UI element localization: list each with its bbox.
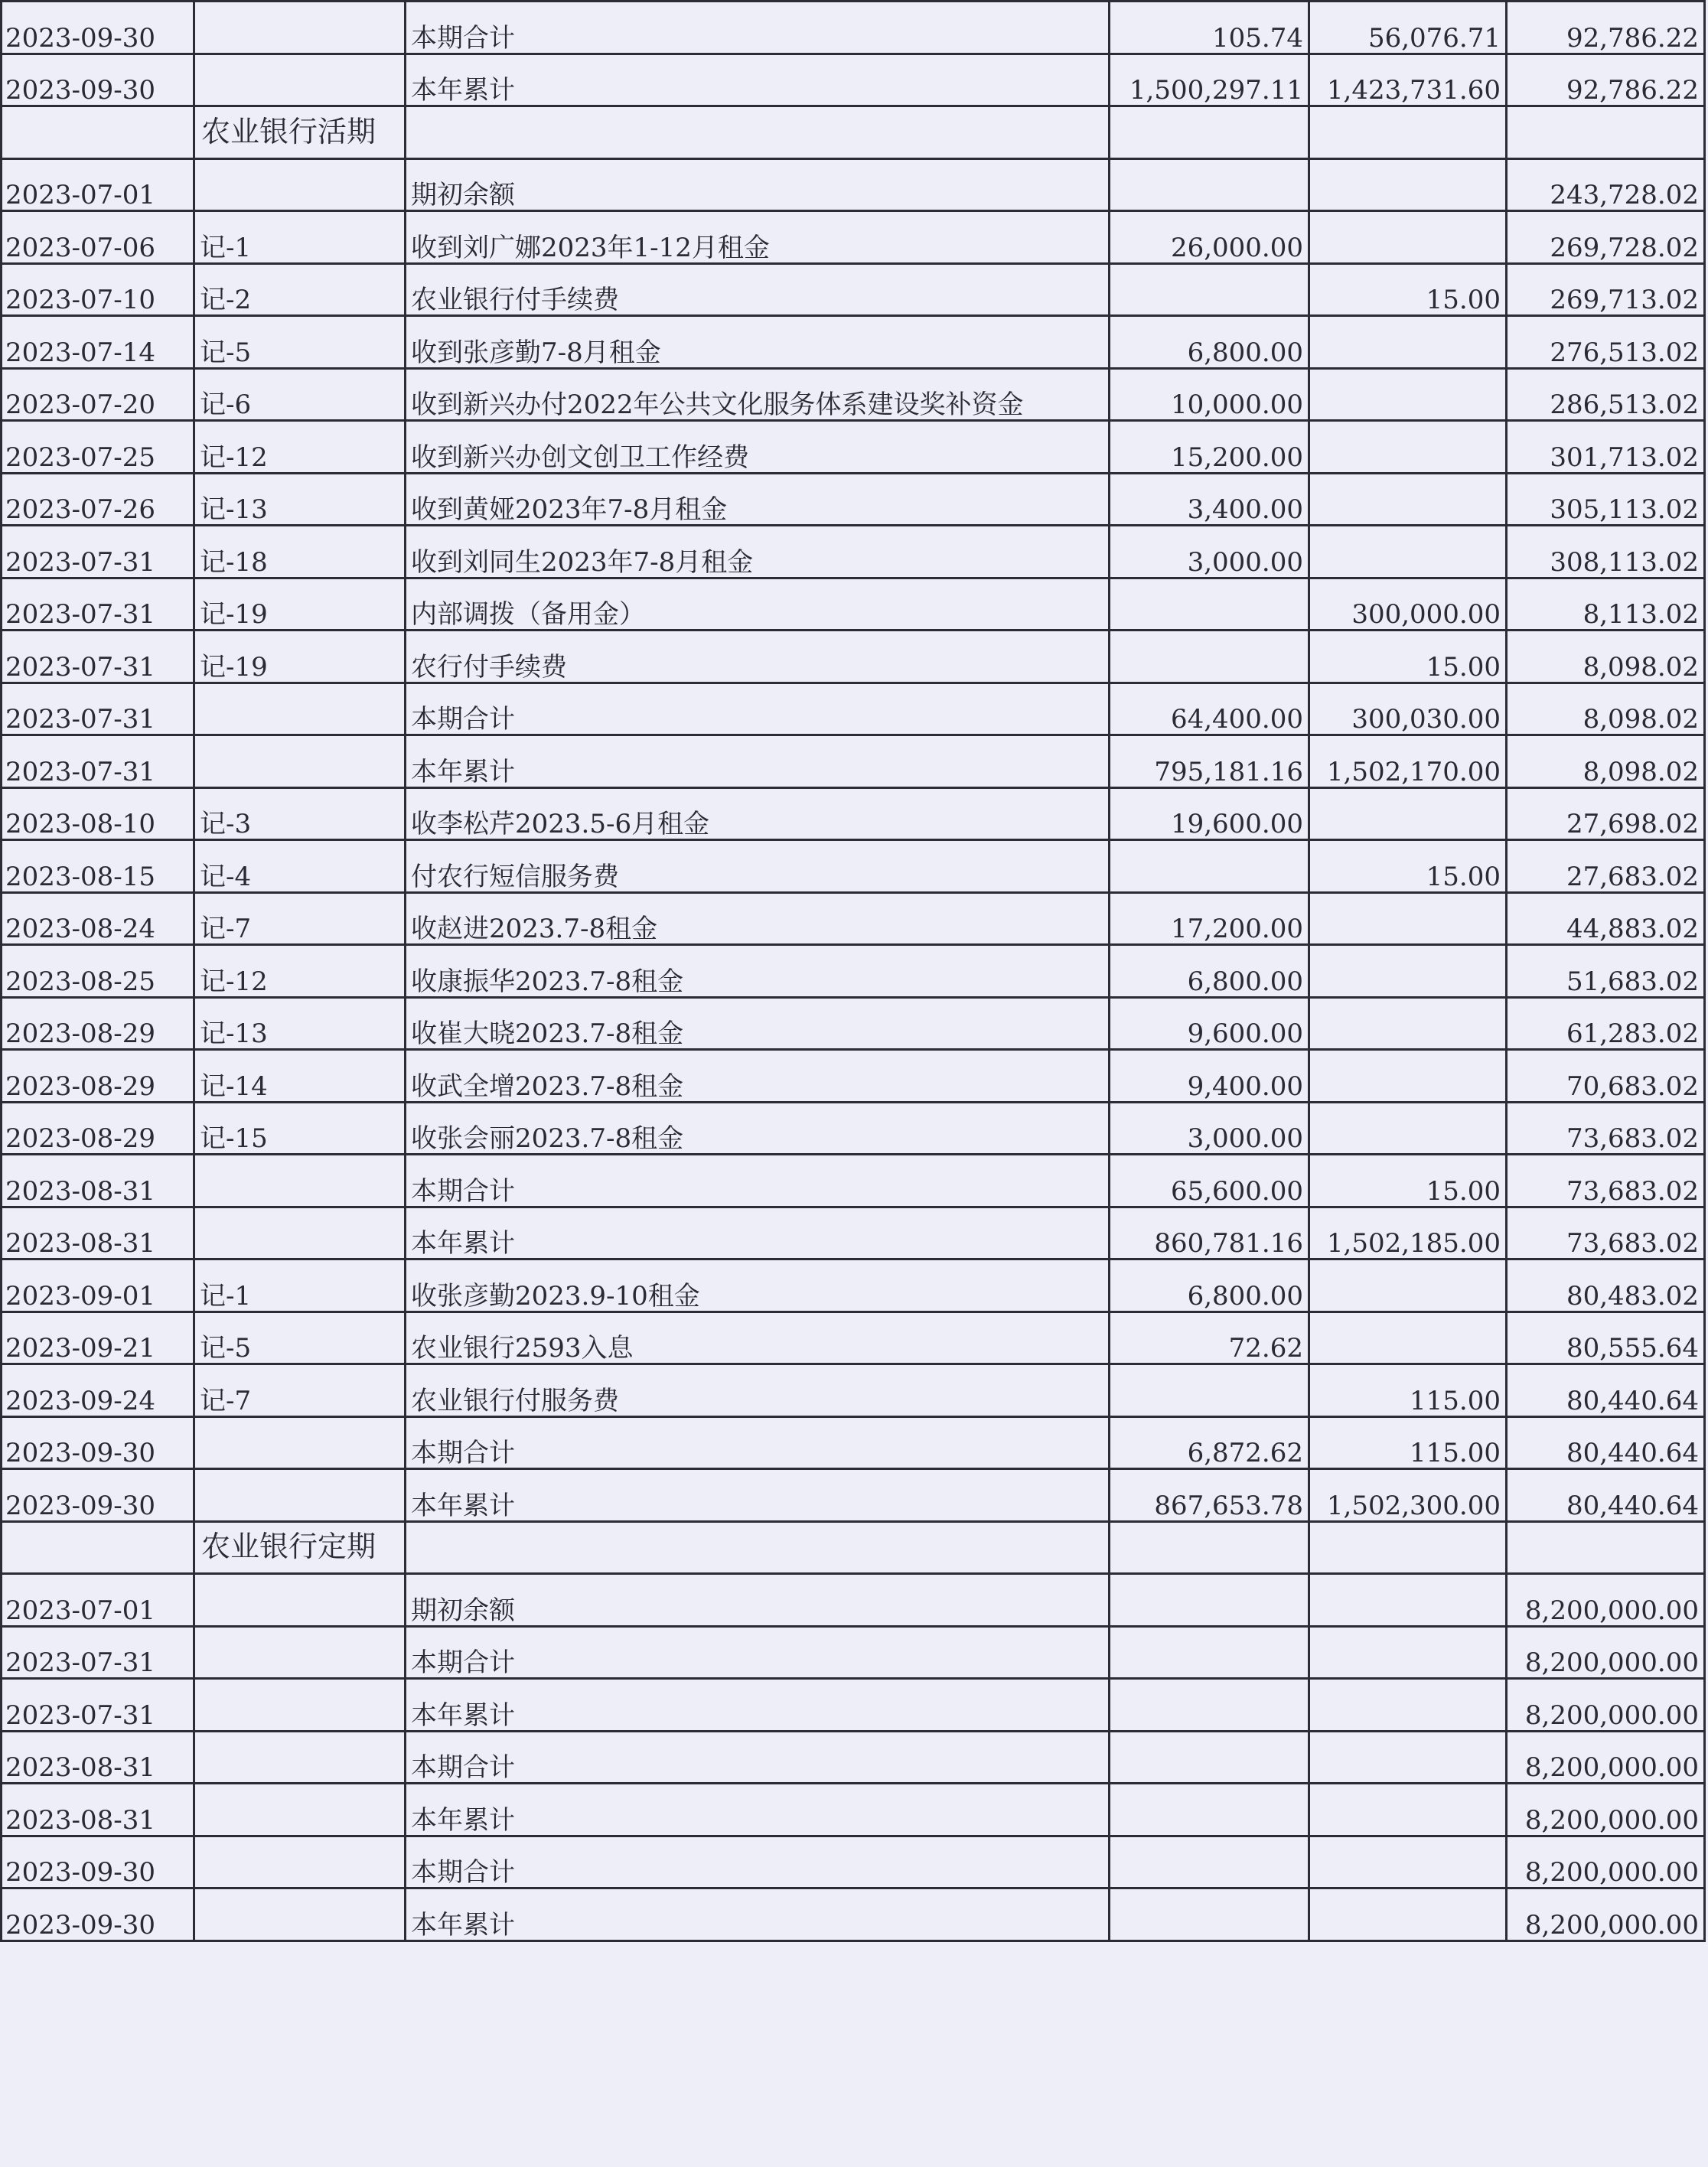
voucher-cell: 记-13: [194, 997, 406, 1050]
date-cell: 2023-07-25: [2, 421, 194, 474]
summary-cell: 本年累计: [406, 735, 1110, 788]
debit-cell: 860,781.16: [1110, 1207, 1309, 1259]
debit-cell: [1110, 1731, 1309, 1784]
balance-cell: 301,713.02: [1507, 421, 1705, 474]
summary-cell: 本期合计: [406, 1626, 1110, 1679]
balance-cell: 73,683.02: [1507, 1102, 1705, 1155]
summary-cell: 本年累计: [406, 1784, 1110, 1836]
credit-cell: [1309, 1731, 1507, 1784]
credit-cell: 1,502,170.00: [1309, 735, 1507, 788]
ledger-row: [2, 683, 1705, 735]
date-cell: 2023-08-31: [2, 1207, 194, 1259]
voucher-cell: 记-14: [194, 1050, 406, 1103]
debit-cell: [1110, 158, 1309, 211]
voucher-cell: 记-13: [194, 473, 406, 526]
credit-cell: [1309, 1784, 1507, 1836]
balance-cell: 73,683.02: [1507, 1155, 1705, 1207]
date-cell: 2023-07-01: [2, 158, 194, 211]
section-header-row: [2, 106, 1705, 159]
debit-cell: [1110, 1521, 1309, 1574]
voucher-cell: [194, 683, 406, 735]
credit-cell: [1309, 787, 1507, 840]
date-cell: 2023-08-24: [2, 892, 194, 945]
debit-cell: [1110, 578, 1309, 631]
credit-cell: 300,000.00: [1309, 578, 1507, 631]
debit-cell: 105.74: [1110, 2, 1309, 54]
summary-cell: 收赵进2023.7-8租金: [406, 892, 1110, 945]
balance-cell: 73,683.02: [1507, 1207, 1705, 1259]
voucher-cell: [194, 1155, 406, 1207]
summary-cell: 农业银行2593入息: [406, 1312, 1110, 1364]
summary-cell: 本年累计: [406, 1207, 1110, 1259]
summary-cell: [406, 106, 1110, 159]
balance-cell: 8,200,000.00: [1507, 1679, 1705, 1732]
credit-cell: [1309, 526, 1507, 578]
date-cell: 2023-07-31: [2, 578, 194, 631]
date-cell: 2023-09-30: [2, 1469, 194, 1522]
credit-cell: [1309, 1836, 1507, 1888]
credit-cell: [1309, 1102, 1507, 1155]
ledger-row: [2, 421, 1705, 474]
date-cell: 2023-07-31: [2, 735, 194, 788]
credit-cell: [1309, 1312, 1507, 1364]
balance-cell: 8,200,000.00: [1507, 1836, 1705, 1888]
credit-cell: [1309, 1574, 1507, 1627]
ledger-row: [2, 1050, 1705, 1103]
ledger-row: [2, 54, 1705, 106]
voucher-cell: 记-5: [194, 316, 406, 369]
balance-cell: 8,200,000.00: [1507, 1784, 1705, 1836]
summary-cell: 收张彦勤2023.9-10租金: [406, 1259, 1110, 1312]
summary-cell: 农业银行付手续费: [406, 263, 1110, 316]
voucher-cell: 记-4: [194, 840, 406, 893]
date-cell: 2023-07-31: [2, 1626, 194, 1679]
balance-cell: 92,786.22: [1507, 2, 1705, 54]
balance-cell: 80,440.64: [1507, 1364, 1705, 1417]
debit-cell: 65,600.00: [1110, 1155, 1309, 1207]
ledger-row: [2, 578, 1705, 631]
date-cell: 2023-07-10: [2, 263, 194, 316]
date-cell: 2023-08-31: [2, 1155, 194, 1207]
debit-cell: [1110, 1836, 1309, 1888]
voucher-cell: [194, 1888, 406, 1941]
balance-cell: 8,098.02: [1507, 735, 1705, 788]
credit-cell: [1309, 421, 1507, 474]
ledger-row: [2, 1155, 1705, 1207]
date-cell: 2023-09-24: [2, 1364, 194, 1417]
summary-cell: 收到新兴办创文创卫工作经费: [406, 421, 1110, 474]
ledger-row: [2, 945, 1705, 998]
summary-cell: 收到刘同生2023年7-8月租金: [406, 526, 1110, 578]
credit-cell: [1309, 997, 1507, 1050]
voucher-cell: 记-7: [194, 892, 406, 945]
date-cell: 2023-08-29: [2, 1050, 194, 1103]
date-cell: 2023-08-29: [2, 1102, 194, 1155]
summary-cell: 收到刘广娜2023年1-12月租金: [406, 211, 1110, 264]
ledger-row: [2, 263, 1705, 316]
ledger-row: [2, 1836, 1705, 1888]
date-cell: 2023-08-29: [2, 997, 194, 1050]
date-cell: 2023-09-30: [2, 1836, 194, 1888]
summary-cell: 本期合计: [406, 1836, 1110, 1888]
section-header-row: [2, 1521, 1705, 1574]
date-cell: 2023-08-15: [2, 840, 194, 893]
ledger-row: [2, 1364, 1705, 1417]
ledger-row: [2, 631, 1705, 683]
voucher-cell: 记-3: [194, 787, 406, 840]
ledger-row: [2, 735, 1705, 788]
ledger-row: [2, 1312, 1705, 1364]
voucher-cell: [194, 1679, 406, 1732]
credit-cell: [1309, 211, 1507, 264]
ledger-row: [2, 1416, 1705, 1469]
summary-cell: 本期合计: [406, 1731, 1110, 1784]
ledger-row: [2, 892, 1705, 945]
date-cell: 2023-07-31: [2, 526, 194, 578]
date-cell: 2023-09-30: [2, 54, 194, 106]
credit-cell: 115.00: [1309, 1416, 1507, 1469]
date-cell: 2023-09-30: [2, 1416, 194, 1469]
voucher-cell: [194, 1207, 406, 1259]
section-title: 农业银行定期: [194, 1521, 406, 1574]
summary-cell: 收张会丽2023.7-8租金: [406, 1102, 1110, 1155]
ledger-row: [2, 1888, 1705, 1941]
date-cell: 2023-09-21: [2, 1312, 194, 1364]
debit-cell: 9,600.00: [1110, 997, 1309, 1050]
credit-cell: [1309, 1521, 1507, 1574]
balance-cell: 27,698.02: [1507, 787, 1705, 840]
debit-cell: 6,800.00: [1110, 316, 1309, 369]
balance-cell: 8,098.02: [1507, 683, 1705, 735]
balance-cell: 243,728.02: [1507, 158, 1705, 211]
credit-cell: 115.00: [1309, 1364, 1507, 1417]
debit-cell: 6,872.62: [1110, 1416, 1309, 1469]
voucher-cell: [194, 1416, 406, 1469]
voucher-cell: 记-19: [194, 631, 406, 683]
section-title: 农业银行活期: [194, 106, 406, 159]
balance-cell: 27,683.02: [1507, 840, 1705, 893]
voucher-cell: [194, 1731, 406, 1784]
debit-cell: 3,000.00: [1110, 526, 1309, 578]
credit-cell: [1309, 945, 1507, 998]
credit-cell: [1309, 1626, 1507, 1679]
summary-cell: 农行付手续费: [406, 631, 1110, 683]
debit-cell: [1110, 1888, 1309, 1941]
balance-cell: 276,513.02: [1507, 316, 1705, 369]
debit-cell: 10,000.00: [1110, 368, 1309, 421]
voucher-cell: 记-12: [194, 945, 406, 998]
date-cell: 2023-08-31: [2, 1784, 194, 1836]
date-cell: 2023-08-25: [2, 945, 194, 998]
balance-cell: 44,883.02: [1507, 892, 1705, 945]
balance-cell: 308,113.02: [1507, 526, 1705, 578]
voucher-cell: [194, 735, 406, 788]
balance-cell: 80,555.64: [1507, 1312, 1705, 1364]
ledger-row: [2, 473, 1705, 526]
voucher-cell: [194, 1626, 406, 1679]
credit-cell: [1309, 368, 1507, 421]
voucher-cell: [194, 54, 406, 106]
debit-cell: [1110, 1784, 1309, 1836]
summary-cell: 本期合计: [406, 683, 1110, 735]
ledger-row: [2, 1574, 1705, 1627]
summary-cell: 收康振华2023.7-8租金: [406, 945, 1110, 998]
debit-cell: 795,181.16: [1110, 735, 1309, 788]
balance-cell: 70,683.02: [1507, 1050, 1705, 1103]
credit-cell: 1,502,185.00: [1309, 1207, 1507, 1259]
date-cell: [2, 1521, 194, 1574]
ledger-row: [2, 1731, 1705, 1784]
ledger-row: [2, 1469, 1705, 1522]
credit-cell: 15.00: [1309, 631, 1507, 683]
date-cell: 2023-09-01: [2, 1259, 194, 1312]
credit-cell: 300,030.00: [1309, 683, 1507, 735]
voucher-cell: 记-5: [194, 1312, 406, 1364]
voucher-cell: 记-1: [194, 211, 406, 264]
ledger-row: [2, 787, 1705, 840]
balance-cell: 8,200,000.00: [1507, 1626, 1705, 1679]
summary-cell: 收崔大晓2023.7-8租金: [406, 997, 1110, 1050]
summary-cell: 期初余额: [406, 158, 1110, 211]
ledger-row: [2, 316, 1705, 369]
summary-cell: 内部调拨（备用金）: [406, 578, 1110, 631]
debit-cell: 9,400.00: [1110, 1050, 1309, 1103]
summary-cell: 本年累计: [406, 54, 1110, 106]
balance-cell: 8,200,000.00: [1507, 1888, 1705, 1941]
credit-cell: 56,076.71: [1309, 2, 1507, 54]
voucher-cell: [194, 158, 406, 211]
date-cell: 2023-07-31: [2, 631, 194, 683]
debit-cell: 64,400.00: [1110, 683, 1309, 735]
date-cell: 2023-07-20: [2, 368, 194, 421]
debit-cell: [1110, 263, 1309, 316]
debit-cell: 26,000.00: [1110, 211, 1309, 264]
ledger-row: [2, 1207, 1705, 1259]
balance-cell: 8,113.02: [1507, 578, 1705, 631]
debit-cell: [1110, 1574, 1309, 1627]
credit-cell: [1309, 158, 1507, 211]
voucher-cell: 记-1: [194, 1259, 406, 1312]
debit-cell: [1110, 1679, 1309, 1732]
ledger-row: [2, 997, 1705, 1050]
balance-cell: 8,200,000.00: [1507, 1731, 1705, 1784]
summary-cell: 期初余额: [406, 1574, 1110, 1627]
ledger-row: [2, 2, 1705, 54]
ledger-row: [2, 526, 1705, 578]
ledger-row: [2, 1784, 1705, 1836]
balance-cell: 61,283.02: [1507, 997, 1705, 1050]
debit-cell: 17,200.00: [1110, 892, 1309, 945]
debit-cell: 19,600.00: [1110, 787, 1309, 840]
balance-cell: 80,440.64: [1507, 1416, 1705, 1469]
credit-cell: [1309, 892, 1507, 945]
voucher-cell: [194, 1469, 406, 1522]
credit-cell: [1309, 1050, 1507, 1103]
summary-cell: 本期合计: [406, 1155, 1110, 1207]
summary-cell: [406, 1521, 1110, 1574]
summary-cell: 本年累计: [406, 1679, 1110, 1732]
date-cell: 2023-07-01: [2, 1574, 194, 1627]
summary-cell: 本年累计: [406, 1888, 1110, 1941]
date-cell: 2023-09-30: [2, 2, 194, 54]
credit-cell: [1309, 473, 1507, 526]
ledger-body: [2, 2, 1705, 1941]
balance-cell: 80,440.64: [1507, 1469, 1705, 1522]
debit-cell: [1110, 1364, 1309, 1417]
date-cell: 2023-08-10: [2, 787, 194, 840]
balance-cell: 8,098.02: [1507, 631, 1705, 683]
voucher-cell: 记-15: [194, 1102, 406, 1155]
summary-cell: 农业银行付服务费: [406, 1364, 1110, 1417]
credit-cell: 1,502,300.00: [1309, 1469, 1507, 1522]
voucher-cell: [194, 1836, 406, 1888]
voucher-cell: 记-7: [194, 1364, 406, 1417]
balance-cell: 80,483.02: [1507, 1259, 1705, 1312]
date-cell: 2023-07-31: [2, 1679, 194, 1732]
debit-cell: 1,500,297.11: [1110, 54, 1309, 106]
date-cell: 2023-07-14: [2, 316, 194, 369]
credit-cell: 15.00: [1309, 840, 1507, 893]
debit-cell: [1110, 840, 1309, 893]
date-cell: 2023-07-06: [2, 211, 194, 264]
balance-cell: 8,200,000.00: [1507, 1574, 1705, 1627]
ledger-row: [2, 158, 1705, 211]
voucher-cell: 记-6: [194, 368, 406, 421]
date-cell: 2023-07-31: [2, 683, 194, 735]
debit-cell: [1110, 106, 1309, 159]
balance-cell: 51,683.02: [1507, 945, 1705, 998]
debit-cell: 72.62: [1110, 1312, 1309, 1364]
summary-cell: 付农行短信服务费: [406, 840, 1110, 893]
voucher-cell: [194, 1784, 406, 1836]
balance-cell: 92,786.22: [1507, 54, 1705, 106]
credit-cell: [1309, 106, 1507, 159]
summary-cell: 收李松芹2023.5-6月租金: [406, 787, 1110, 840]
ledger-row: [2, 1679, 1705, 1732]
date-cell: 2023-08-31: [2, 1731, 194, 1784]
credit-cell: [1309, 1259, 1507, 1312]
debit-cell: 6,800.00: [1110, 945, 1309, 998]
debit-cell: 3,000.00: [1110, 1102, 1309, 1155]
balance-cell: 269,728.02: [1507, 211, 1705, 264]
balance-cell: 305,113.02: [1507, 473, 1705, 526]
summary-cell: 本期合计: [406, 2, 1110, 54]
ledger-row: [2, 1259, 1705, 1312]
voucher-cell: [194, 2, 406, 54]
credit-cell: [1309, 316, 1507, 369]
voucher-cell: 记-12: [194, 421, 406, 474]
summary-cell: 收到新兴办付2022年公共文化服务体系建设奖补资金: [406, 368, 1110, 421]
debit-cell: 6,800.00: [1110, 1259, 1309, 1312]
debit-cell: 867,653.78: [1110, 1469, 1309, 1522]
voucher-cell: [194, 1574, 406, 1627]
ledger-row: [2, 368, 1705, 421]
date-cell: 2023-09-30: [2, 1888, 194, 1941]
debit-cell: [1110, 631, 1309, 683]
ledger-row: [2, 1626, 1705, 1679]
debit-cell: 3,400.00: [1110, 473, 1309, 526]
debit-cell: 15,200.00: [1110, 421, 1309, 474]
voucher-cell: 记-19: [194, 578, 406, 631]
ledger-row: [2, 211, 1705, 264]
date-cell: [2, 106, 194, 159]
debit-cell: [1110, 1626, 1309, 1679]
voucher-cell: 记-2: [194, 263, 406, 316]
balance-cell: [1507, 106, 1705, 159]
summary-cell: 收到张彦勤7-8月租金: [406, 316, 1110, 369]
credit-cell: 1,423,731.60: [1309, 54, 1507, 106]
ledger-row: [2, 840, 1705, 893]
date-cell: 2023-07-26: [2, 473, 194, 526]
balance-cell: 269,713.02: [1507, 263, 1705, 316]
ledger-row: [2, 1102, 1705, 1155]
summary-cell: 收武全增2023.7-8租金: [406, 1050, 1110, 1103]
summary-cell: 本年累计: [406, 1469, 1110, 1522]
voucher-cell: 记-18: [194, 526, 406, 578]
credit-cell: 15.00: [1309, 1155, 1507, 1207]
credit-cell: [1309, 1888, 1507, 1941]
balance-cell: 286,513.02: [1507, 368, 1705, 421]
credit-cell: 15.00: [1309, 263, 1507, 316]
summary-cell: 本期合计: [406, 1416, 1110, 1469]
credit-cell: [1309, 1679, 1507, 1732]
balance-cell: [1507, 1521, 1705, 1574]
summary-cell: 收到黄娅2023年7-8月租金: [406, 473, 1110, 526]
